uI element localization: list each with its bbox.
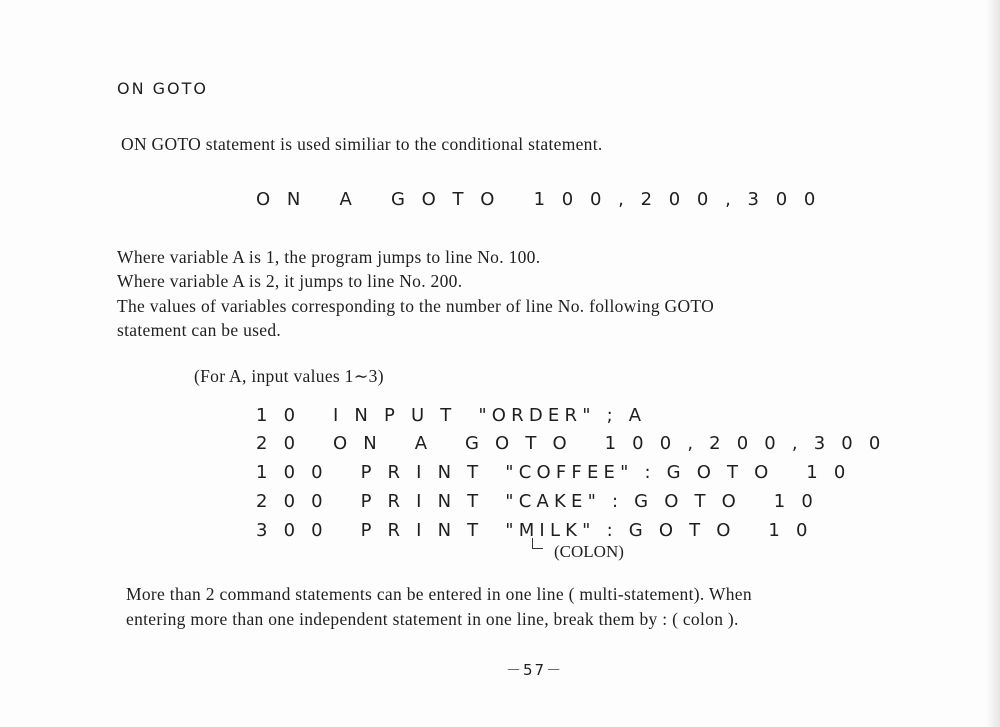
input-note: (For A, input values 1∼3) [194,366,384,386]
closing-line-2: entering more than one independent statement in one line, break them by : ( colon ). [126,609,739,629]
explanation-line-1: Where variable A is 1, the program jumps to line No. 100. [117,247,541,267]
program-line: 2 0 O N A G O T O 1 0 0 , 2 0 0 , 3 0 0 [256,433,886,454]
explanation-line-3: The values of variables corresponding to the number of line No. following GOTO [117,296,715,316]
statement-example: O N A G O T O 1 0 0 , 2 0 0 , 3 0 0 [256,189,821,210]
explanation-line-4: statement can be used. [117,320,282,340]
colon-pointer-icon [532,538,543,549]
explanation-line-2: Where variable A is 2, it jumps to line No. 200. [117,271,463,291]
closing-line-1: More than 2 command statements can be entered in one line ( multi-statement). When [126,584,752,604]
colon-label: (COLON) [554,542,624,561]
intro-paragraph: ON GOTO statement is used similiar to the conditional statement. [121,134,603,154]
section-heading: ON GOTO [117,79,209,98]
page-edge-shadow [986,0,1000,727]
program-line: 1 0 I N P U T "ORDER" ; A [256,405,647,426]
program-line: 1 0 0 P R I N T "COFFEE" : G O T O 1 0 [256,462,851,483]
page-number: －57－ [506,661,564,679]
program-line: 3 0 0 P R I N T "MILK" : G O T O 1 0 [256,520,813,541]
program-line: 2 0 0 P R I N T "CAKE" : G O T O 1 0 [256,491,818,512]
